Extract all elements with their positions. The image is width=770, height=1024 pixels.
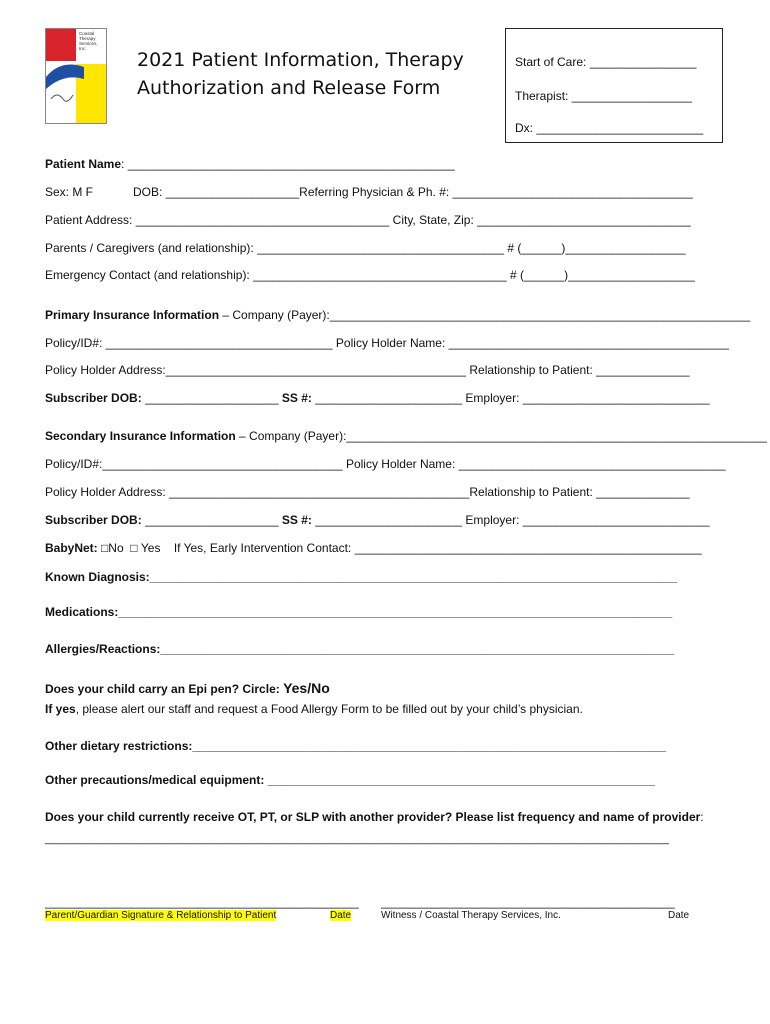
if-yes-label: If yes (45, 702, 76, 716)
other-provider-field[interactable]: ______________________________________________________________________________________________________ (45, 833, 670, 845)
primary-subscriber-dob-field[interactable]: ____________________ (145, 391, 279, 405)
patient-name-field[interactable]: : _________________________________________________ (121, 157, 455, 171)
primary-insurance-row[interactable] (45, 308, 750, 322)
secondary-holder-address-field[interactable]: Policy Holder Address: _____________________________________________Relationship to Patient: ______________ (45, 485, 690, 499)
witness-signature-line[interactable]: ____________________________________________ (381, 895, 675, 909)
epipen-answer[interactable]: Yes/No (283, 680, 330, 696)
emergency-contact-field[interactable]: Emergency Contact (and relationship): ______________________________________ # (______)___________________ (45, 268, 695, 282)
secondary-insurance-label: Secondary Insurance Information (45, 429, 236, 443)
dx-field[interactable]: Dx: _________________________ (515, 121, 704, 135)
secondary-insurance-row[interactable] (45, 429, 767, 443)
if-yes-text: , please alert our staff and request a Food Allergy Form to be filled out by your child’s physician. (75, 702, 583, 716)
primary-employer-field[interactable]: Employer: ____________________________ (465, 391, 710, 405)
primary-insurance-label: Primary Insurance Information (45, 308, 220, 322)
babynet-no-checkbox[interactable]: □ (101, 541, 109, 555)
secondary-subscriber-dob-label: Subscriber DOB: (45, 513, 142, 527)
other-provider-colon: : (700, 810, 704, 824)
therapist-field[interactable]: Therapist: __________________ (515, 89, 692, 103)
secondary-policy-field[interactable]: Policy/ID#:____________________________________ Policy Holder Name: ________________________________________ (45, 457, 726, 471)
secondary-ss-label: SS #: (281, 513, 312, 527)
parent-date-label: Date (330, 910, 352, 921)
patient-name-row[interactable] (45, 157, 455, 171)
babynet-yes-checkbox[interactable]: □ (130, 541, 138, 555)
primary-subscriber-dob-label: Subscriber DOB: (45, 391, 142, 405)
babynet-row (45, 541, 702, 555)
known-diagnosis-field[interactable]: Known Diagnosis:_______________________________________________________________________________ (45, 570, 677, 584)
patient-name-label: Patient Name (45, 157, 122, 171)
form-title-line-2: Authorization and Release Form (137, 77, 441, 99)
epipen-row (45, 680, 330, 696)
secondary-subscriber-dob-field[interactable]: ____________________ (145, 513, 279, 527)
primary-company-field[interactable]: – Company (Payer):_______________________________________________________________ (219, 308, 751, 322)
babynet-yes-label: Yes (140, 541, 161, 555)
babynet-label: BabyNet: (45, 541, 98, 555)
company-logo (45, 28, 107, 124)
svg-text:Inc.: Inc. (79, 46, 87, 51)
primary-holder-address-field[interactable]: Policy Holder Address:_____________________________________________ Relationship to Patient: ______________ (45, 363, 690, 377)
patient-address-field[interactable]: Patient Address: ______________________________________ City, State, Zip: ________________________________ (45, 213, 691, 227)
parents-caregivers-field[interactable]: Parents / Caregivers (and relationship): _____________________________________ # (______)__________________ (45, 241, 686, 255)
parent-signature-line[interactable]: _______________________________________________ (45, 895, 359, 909)
allergies-field[interactable]: Allergies/Reactions:_____________________________________________________________________________ (45, 642, 675, 656)
sex-field[interactable]: Sex: M F (45, 185, 94, 199)
witness-label: Witness / Coastal Therapy Services, Inc. (381, 910, 561, 921)
start-of-care-field[interactable]: Start of Care: ________________ (515, 55, 697, 69)
other-provider-text: Does your child currently receive OT, PT, or SLP with another provider? Please list frequency and name of provider (45, 810, 701, 824)
dietary-restrictions-field[interactable]: Other dietary restrictions:_______________________________________________________________________ (45, 739, 667, 753)
early-intervention-field[interactable]: If Yes, Early Intervention Contact: ____________________________________________________ (173, 541, 702, 555)
epipen-instructions (45, 702, 583, 716)
primary-subscriber-row[interactable] (45, 391, 710, 405)
secondary-ss-field[interactable]: ______________________ (315, 513, 463, 527)
form-title-line-1: 2021 Patient Information, Therapy (137, 49, 464, 71)
svg-text:Therapy: Therapy (79, 36, 96, 41)
secondary-company-field[interactable]: – Company (Payer):_______________________________________________________________ (235, 429, 767, 443)
primary-policy-field[interactable]: Policy/ID#: __________________________________ Policy Holder Name: __________________________________________ (45, 336, 729, 350)
parent-signature-label: Parent/Guardian Signature & Relationship to Patient (45, 910, 277, 921)
logo-red-block (46, 29, 76, 61)
svg-text:Coastal: Coastal (79, 31, 95, 36)
primary-ss-label: SS #: (281, 391, 312, 405)
witness-date-label: Date (668, 910, 690, 921)
epipen-question: Does your child carry an Epi pen? Circle: (45, 682, 280, 696)
precautions-field[interactable]: Other precautions/medical equipment: __________________________________________________________ (45, 773, 655, 787)
babynet-no-label: No (108, 541, 124, 555)
medications-field[interactable]: Medications:___________________________________________________________________________________ (45, 605, 673, 619)
svg-text:Services,: Services, (79, 41, 98, 46)
other-provider-question (45, 810, 704, 824)
primary-ss-field[interactable]: ______________________ (315, 391, 463, 405)
secondary-subscriber-row[interactable] (45, 513, 710, 527)
secondary-employer-field[interactable]: Employer: ____________________________ (465, 513, 710, 527)
dob-referring-field[interactable]: DOB: ____________________Referring Physician & Ph. #: ____________________________________ (133, 185, 693, 199)
logo-graphic (46, 29, 106, 123)
